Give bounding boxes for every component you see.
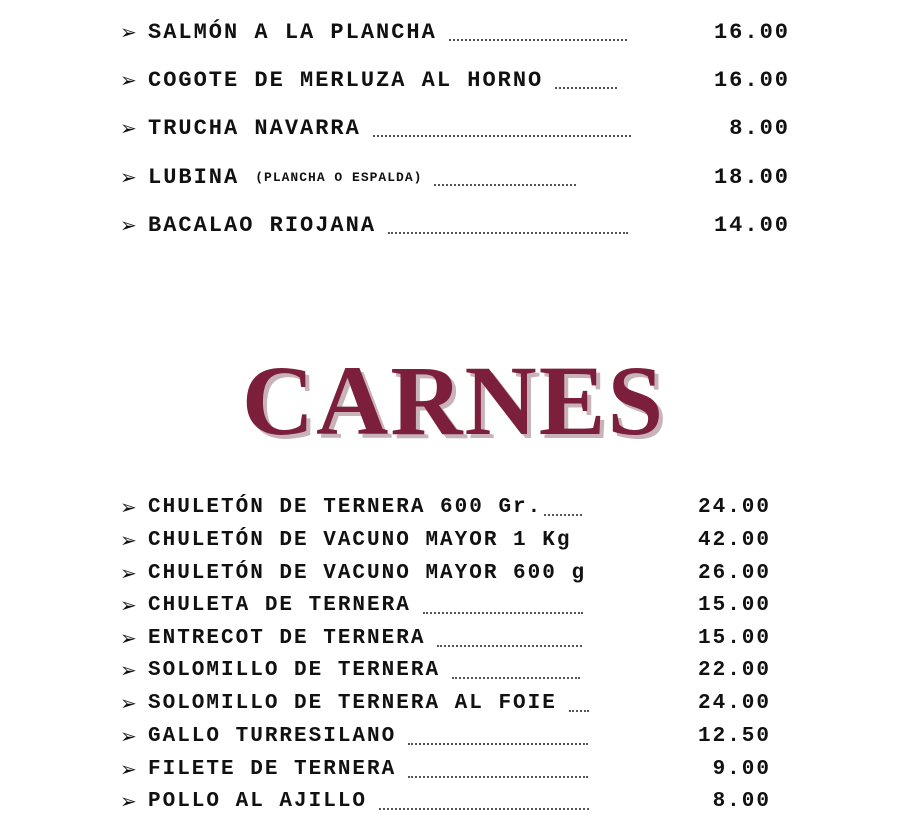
item-price: 24.00 bbox=[697, 495, 771, 519]
item-name: CHULETA DE TERNERA bbox=[148, 593, 411, 617]
item-price: 12.50 bbox=[697, 724, 771, 748]
item-price: 16.00 bbox=[713, 67, 790, 93]
menu-item bbox=[120, 655, 771, 685]
item-name: POLLO AL AJILLO bbox=[148, 789, 368, 813]
item-name: LUBINA bbox=[148, 164, 240, 190]
item-name: SOLOMILLO DE TERNERA AL FOIE bbox=[148, 691, 557, 715]
item-price: 18.00 bbox=[713, 164, 790, 190]
menu-item bbox=[120, 590, 771, 620]
dot-leader bbox=[434, 182, 576, 186]
menu-item bbox=[120, 525, 771, 555]
dot-leader bbox=[408, 741, 588, 745]
menu-item bbox=[120, 17, 790, 47]
menu-item bbox=[120, 688, 771, 718]
menu-item bbox=[120, 65, 790, 95]
menu-item bbox=[120, 623, 771, 653]
item-price: 24.00 bbox=[697, 691, 771, 715]
arrow-bullet-icon: ➢ bbox=[120, 561, 137, 585]
item-price: 16.00 bbox=[713, 19, 790, 45]
dot-leader bbox=[449, 37, 627, 41]
item-name: BACALAO RIOJANA bbox=[148, 212, 377, 238]
item-name: CHULETÓN DE VACUNO MAYOR 600 g bbox=[148, 561, 587, 585]
item-price: 15.00 bbox=[697, 593, 771, 617]
arrow-bullet-icon: ➢ bbox=[120, 165, 137, 189]
arrow-bullet-icon: ➢ bbox=[120, 626, 137, 650]
arrow-bullet-icon: ➢ bbox=[120, 20, 137, 44]
arrow-bullet-icon: ➢ bbox=[120, 593, 137, 617]
item-name: FILETE DE TERNERA bbox=[148, 757, 397, 781]
item-name: COGOTE DE MERLUZA AL HORNO bbox=[148, 67, 544, 93]
menu-item bbox=[120, 721, 771, 751]
dot-leader bbox=[408, 774, 588, 778]
item-name: SALMÓN A LA PLANCHA bbox=[148, 19, 437, 45]
dot-leader bbox=[423, 610, 583, 614]
menu-item bbox=[120, 113, 790, 143]
item-price: 26.00 bbox=[697, 561, 771, 585]
dot-leader bbox=[437, 643, 582, 647]
item-price: 8.00 bbox=[729, 115, 790, 141]
arrow-bullet-icon: ➢ bbox=[120, 724, 137, 748]
item-price: 8.00 bbox=[712, 789, 771, 813]
item-price: 9.00 bbox=[712, 757, 771, 781]
menu-item bbox=[120, 786, 771, 816]
item-name: SOLOMILLO DE TERNERA bbox=[148, 658, 441, 682]
item-name: GALLO TURRESILANO bbox=[148, 724, 397, 748]
dot-leader bbox=[544, 512, 582, 516]
dot-leader bbox=[452, 675, 580, 679]
menu-item bbox=[120, 492, 771, 522]
arrow-bullet-icon: ➢ bbox=[120, 691, 137, 715]
item-name: CHULETÓN DE VACUNO MAYOR 1 Kg bbox=[148, 528, 572, 552]
item-price: 14.00 bbox=[713, 212, 790, 238]
item-note: (PLANCHA O ESPALDA) bbox=[255, 169, 423, 185]
dot-leader bbox=[379, 806, 589, 810]
menu-item bbox=[120, 210, 790, 240]
item-name: ENTRECOT DE TERNERA bbox=[148, 626, 426, 650]
menu-item bbox=[120, 558, 771, 588]
item-name: TRUCHA NAVARRA bbox=[148, 115, 361, 141]
arrow-bullet-icon: ➢ bbox=[120, 528, 137, 552]
menu-item bbox=[120, 754, 771, 784]
arrow-bullet-icon: ➢ bbox=[120, 757, 137, 781]
item-name: CHULETÓN DE TERNERA 600 Gr. bbox=[148, 495, 543, 519]
item-price: 22.00 bbox=[697, 658, 771, 682]
arrow-bullet-icon: ➢ bbox=[120, 213, 137, 237]
arrow-bullet-icon: ➢ bbox=[120, 68, 137, 92]
arrow-bullet-icon: ➢ bbox=[120, 116, 137, 140]
arrow-bullet-icon: ➢ bbox=[120, 789, 137, 813]
menu-item bbox=[120, 162, 790, 192]
arrow-bullet-icon: ➢ bbox=[120, 658, 137, 682]
item-price: 15.00 bbox=[697, 626, 771, 650]
dot-leader bbox=[555, 85, 617, 89]
section-title-carnes: CARNES bbox=[241, 345, 666, 456]
arrow-bullet-icon: ➢ bbox=[120, 495, 137, 519]
item-price: 42.00 bbox=[697, 528, 771, 552]
dot-leader bbox=[569, 708, 589, 712]
dot-leader bbox=[373, 133, 631, 137]
dot-leader bbox=[388, 230, 628, 234]
